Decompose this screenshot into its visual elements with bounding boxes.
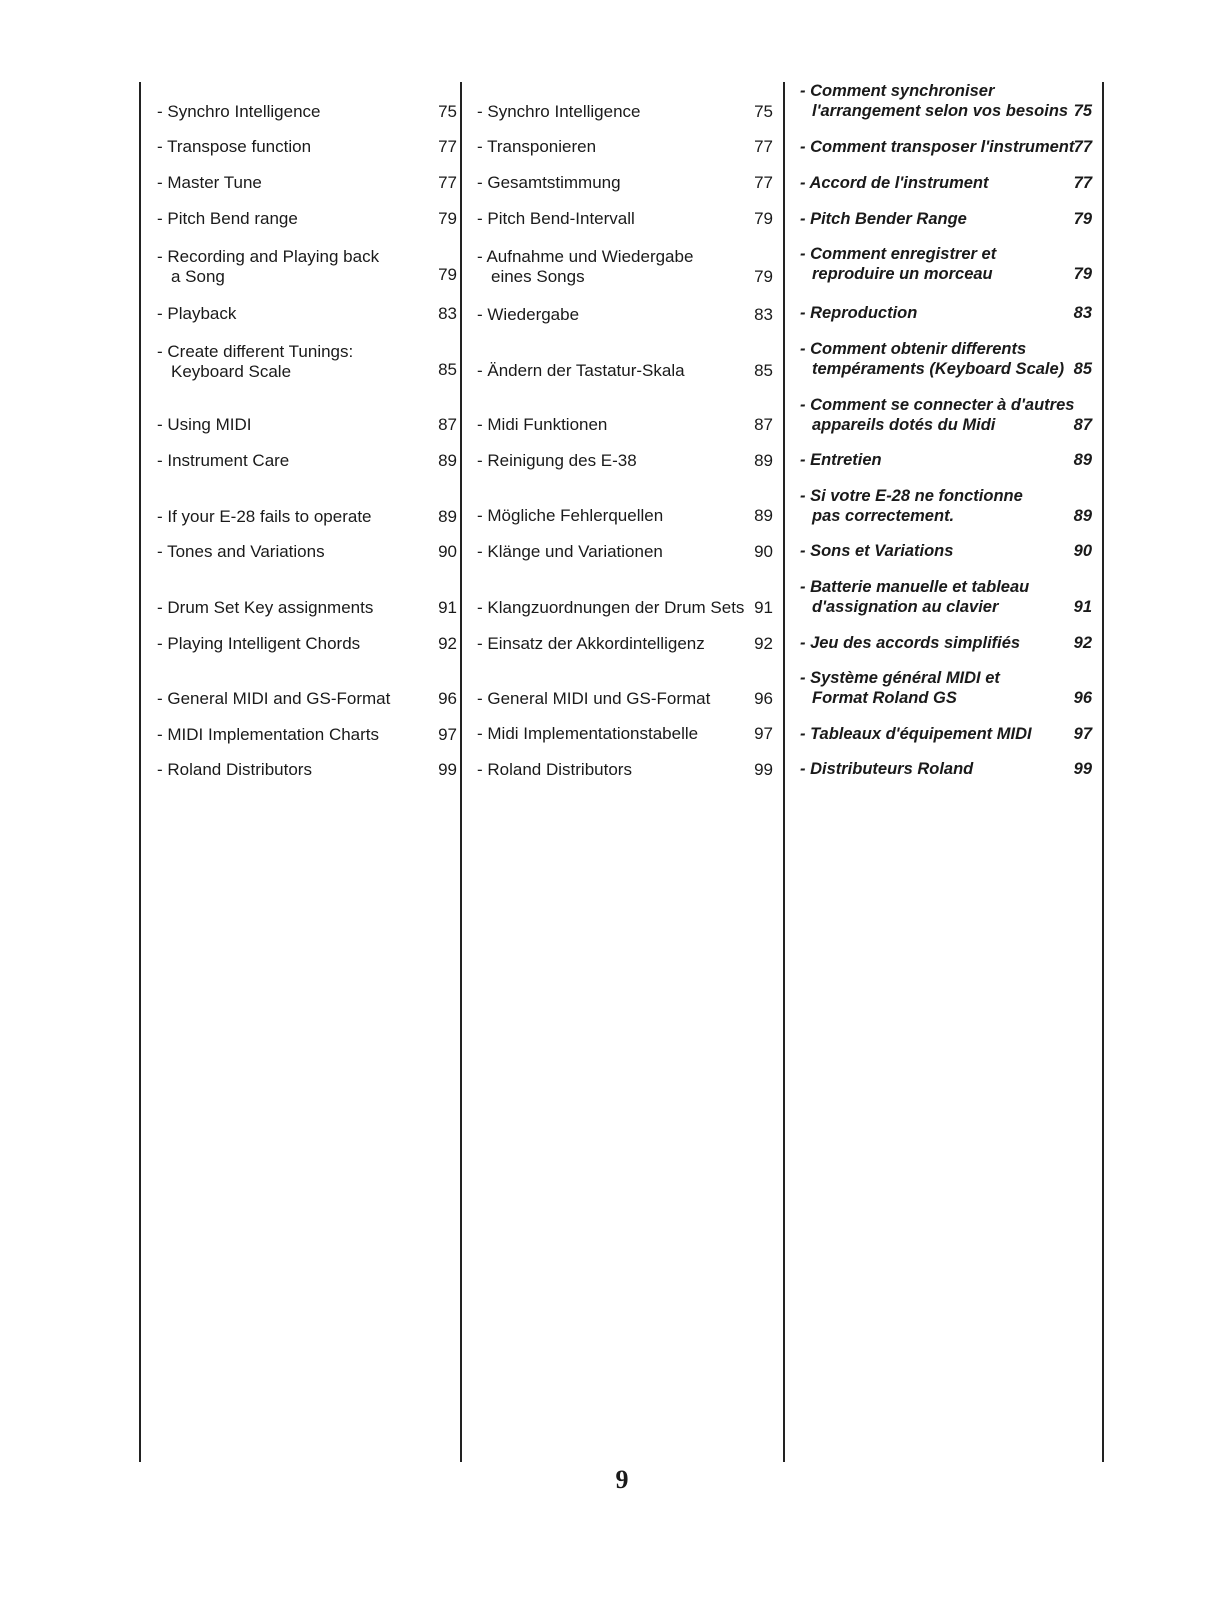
toc-entry-page: 89 [438, 451, 457, 470]
toc-entry-page: 79 [1073, 265, 1092, 283]
toc-entry-title: reproduire un morceau [812, 265, 993, 283]
toc-entry-page: 77 [438, 173, 457, 192]
toc-entry [157, 247, 457, 305]
toc-entry-title: - Roland Distributors [477, 760, 632, 779]
toc-entry [157, 760, 457, 780]
toc-entry-page: 91 [438, 598, 457, 617]
toc-entry-title: - Master Tune [157, 173, 262, 192]
toc-entry [800, 541, 1092, 561]
toc-entry-title: - Transpose function [157, 137, 312, 156]
toc-entry [477, 760, 773, 780]
toc-entry-page: 97 [438, 725, 457, 744]
toc-entry [800, 396, 1092, 455]
toc-entry-title: - Entretien [800, 451, 882, 469]
toc-entry [800, 245, 1092, 304]
toc-entry-page: 92 [1073, 634, 1092, 652]
toc-entry-page: 77 [754, 173, 773, 192]
toc-entry [800, 669, 1092, 728]
page-number: 9 [615, 1465, 629, 1494]
toc-entry-title: - Einsatz der Akkordintelligenz [477, 634, 705, 653]
toc-entry-page: 85 [1073, 360, 1092, 378]
toc-entry [157, 725, 457, 745]
toc-entry [157, 634, 457, 654]
toc-entry-page: 89 [1073, 451, 1092, 469]
toc-entry [477, 689, 773, 709]
toc-entry-title: - Klangzuordnungen der Drum Sets [477, 598, 745, 617]
toc-entry-page: 92 [438, 634, 457, 653]
toc-entry-title: - Jeu des accords simplifiés [800, 634, 1021, 652]
toc-entry [477, 598, 773, 618]
toc-entry-page: 83 [754, 305, 773, 324]
toc-entry-title: - Instrument Care [157, 451, 290, 470]
toc-entry-title: - Comment synchroniser [800, 82, 995, 100]
toc-entry-title: - Synchro Intelligence [157, 102, 321, 121]
toc-entry-title: appareils dotés du Midi [812, 416, 996, 434]
toc-entry [800, 724, 1092, 744]
toc-entry [477, 137, 773, 157]
toc-entry-page: 79 [438, 209, 457, 228]
toc-entry-page: 99 [1073, 760, 1092, 778]
toc-entry-page: 87 [438, 415, 457, 434]
toc-entry-page: 99 [754, 760, 773, 779]
toc-entry-title: - Roland Distributors [157, 760, 312, 779]
toc-entry-page: 96 [438, 689, 457, 708]
toc-entry [477, 506, 773, 526]
toc-entry [800, 209, 1092, 229]
toc-entry [800, 578, 1092, 637]
toc-entry [157, 415, 457, 435]
toc-entry-page: 92 [754, 634, 773, 653]
column-rule-2 [460, 82, 462, 1462]
toc-entry [800, 82, 1092, 141]
toc-entry-title: Format Roland GS [812, 689, 957, 707]
toc-entry-title: Keyboard Scale [171, 362, 292, 381]
toc-entry-title: - Tableaux d'équipement MIDI [800, 725, 1032, 743]
toc-entry-page: 79 [754, 209, 773, 228]
toc-entry-title: d'assignation au clavier [812, 598, 999, 616]
column-rule-4 [1102, 82, 1104, 1462]
toc-entry-page: 83 [1073, 304, 1092, 322]
toc-entry [157, 137, 457, 157]
toc-entry-page: 90 [754, 542, 773, 561]
toc-entry-title: - Tones and Variations [157, 542, 325, 561]
toc-entry [157, 542, 457, 562]
toc-entry-title: - Playback [157, 304, 237, 323]
toc-entry-title: - Comment obtenir differents [800, 340, 1027, 358]
toc-entry-page: 97 [754, 724, 773, 743]
toc-entry [800, 137, 1092, 157]
toc-entry-title: - Pitch Bend range [157, 209, 298, 228]
toc-entry [477, 247, 773, 307]
toc-entry [800, 340, 1092, 399]
toc-entry [157, 451, 457, 471]
toc-entry-page: 75 [1073, 102, 1092, 120]
toc-entry [477, 415, 773, 435]
toc-entry-page: 79 [438, 265, 457, 284]
toc-entry-title: - Comment se connecter à d'autres [800, 396, 1075, 414]
toc-entry [800, 759, 1092, 779]
toc-entry-title: - Midi Funktionen [477, 415, 608, 434]
toc-entry [800, 633, 1092, 653]
toc-entry-page: 97 [1073, 725, 1092, 743]
toc-entry-page: 90 [1073, 542, 1092, 560]
toc-entry-page: 89 [754, 451, 773, 470]
toc-entry [157, 209, 457, 229]
toc-entry-title: - Playing Intelligent Chords [157, 634, 361, 653]
toc-entry-title: - Système général MIDI et [800, 669, 1000, 687]
toc-entry-title: - General MIDI and GS-Format [157, 689, 391, 708]
column-rule-1 [139, 82, 141, 1462]
toc-entry-title: - Batterie manuelle et tableau [800, 578, 1030, 596]
toc-entry-title: eines Songs [491, 267, 585, 286]
toc-entry-title: pas correctement. [812, 507, 955, 525]
toc-entry [157, 304, 457, 324]
toc-entry-page: 89 [754, 506, 773, 525]
toc-entry-page: 85 [438, 360, 457, 379]
toc-entry-page: 77 [438, 137, 457, 156]
toc-entry-title: l'arrangement selon vos besoins [812, 102, 1069, 120]
toc-entry-page: 77 [1073, 138, 1092, 156]
toc-entry [477, 542, 773, 562]
toc-entry-title: - Distributeurs Roland [800, 760, 974, 778]
toc-entry-title: - Drum Set Key assignments [157, 598, 374, 617]
toc-entry-title: tempéraments (Keyboard Scale) [812, 360, 1065, 378]
toc-entry [477, 361, 773, 381]
toc-entry [477, 634, 773, 654]
toc-entry [800, 487, 1092, 546]
toc-entry-title: - If your E-28 fails to operate [157, 507, 372, 526]
toc-entry-page: 90 [438, 542, 457, 561]
toc-entry-title: - Midi Implementationstabelle [477, 724, 699, 743]
toc-entry [477, 305, 773, 325]
toc-entry-title: - Reproduction [800, 304, 918, 322]
toc-entry-page: 75 [438, 102, 457, 121]
toc-entry-title: - Reinigung des E-38 [477, 451, 637, 470]
toc-entry-title: - Klänge und Variationen [477, 542, 663, 561]
toc-entry-page: 79 [1073, 210, 1092, 228]
toc-entry-page: 91 [754, 598, 773, 617]
column-rule-3 [783, 82, 785, 1462]
toc-entry-title: - Wiedergabe [477, 305, 580, 324]
toc-entry-title: - Recording and Playing back [157, 247, 380, 266]
toc-entry-title: - Aufnahme und Wiedergabe [477, 247, 694, 266]
toc-entry-page: 89 [1073, 507, 1092, 525]
toc-entry-page: 83 [438, 304, 457, 323]
toc-entry-title: - Transponieren [477, 137, 597, 156]
toc-entry-page: 96 [754, 689, 773, 708]
toc-entry-title: - Mögliche Fehlerquellen [477, 506, 664, 525]
toc-entry [157, 689, 457, 709]
toc-entry-title: - Synchro Intelligence [477, 102, 641, 121]
toc-entry-page: 87 [754, 415, 773, 434]
toc-entry-title: - Create different Tunings: [157, 342, 354, 361]
toc-entry [477, 209, 773, 229]
toc-entry-title: - Accord de l'instrument [800, 174, 989, 192]
toc-entry [477, 724, 773, 744]
toc-entry [800, 173, 1092, 193]
toc-entry-page: 99 [438, 760, 457, 779]
toc-entry-title: - Sons et Variations [800, 542, 954, 560]
toc-entry-title: - Pitch Bender Range [800, 210, 967, 228]
toc-entry-title: - Si votre E-28 ne fonctionne [800, 487, 1023, 505]
toc-entry-page: 87 [1073, 416, 1092, 434]
toc-entry-page: 77 [1073, 174, 1092, 192]
toc-entry-title: - MIDI Implementation Charts [157, 725, 380, 744]
toc-entry-title: - Ändern der Tastatur-Skala [477, 361, 685, 380]
toc-entry [477, 451, 773, 471]
toc-entry-title: - Gesamtstimmung [477, 173, 621, 192]
toc-entry [800, 303, 1092, 323]
toc-entry [157, 598, 457, 618]
toc-entry [477, 102, 773, 122]
toc-entry [157, 173, 457, 193]
toc-entry [800, 450, 1092, 470]
toc-entry-title: - Comment transposer l'instrument [800, 138, 1075, 156]
toc-entry-title: - General MIDI und GS-Format [477, 689, 711, 708]
toc-entry-title: a Song [171, 267, 225, 286]
toc-entry-page: 91 [1073, 598, 1092, 616]
toc-entry [157, 342, 457, 400]
toc-entry-title: - Comment enregistrer et [800, 245, 997, 263]
toc-entry-page: 79 [754, 267, 773, 286]
toc-entry-page: 89 [438, 507, 457, 526]
toc-entry-title: - Using MIDI [157, 415, 252, 434]
toc-entry-page: 75 [754, 102, 773, 121]
toc-entry-title: - Pitch Bend-Intervall [477, 209, 635, 228]
toc-entry-page: 96 [1073, 689, 1092, 707]
toc-entry [157, 102, 457, 122]
toc-entry-page: 85 [754, 361, 773, 380]
toc-entry [477, 173, 773, 193]
toc-entry [157, 507, 457, 527]
toc-entry-page: 77 [754, 137, 773, 156]
